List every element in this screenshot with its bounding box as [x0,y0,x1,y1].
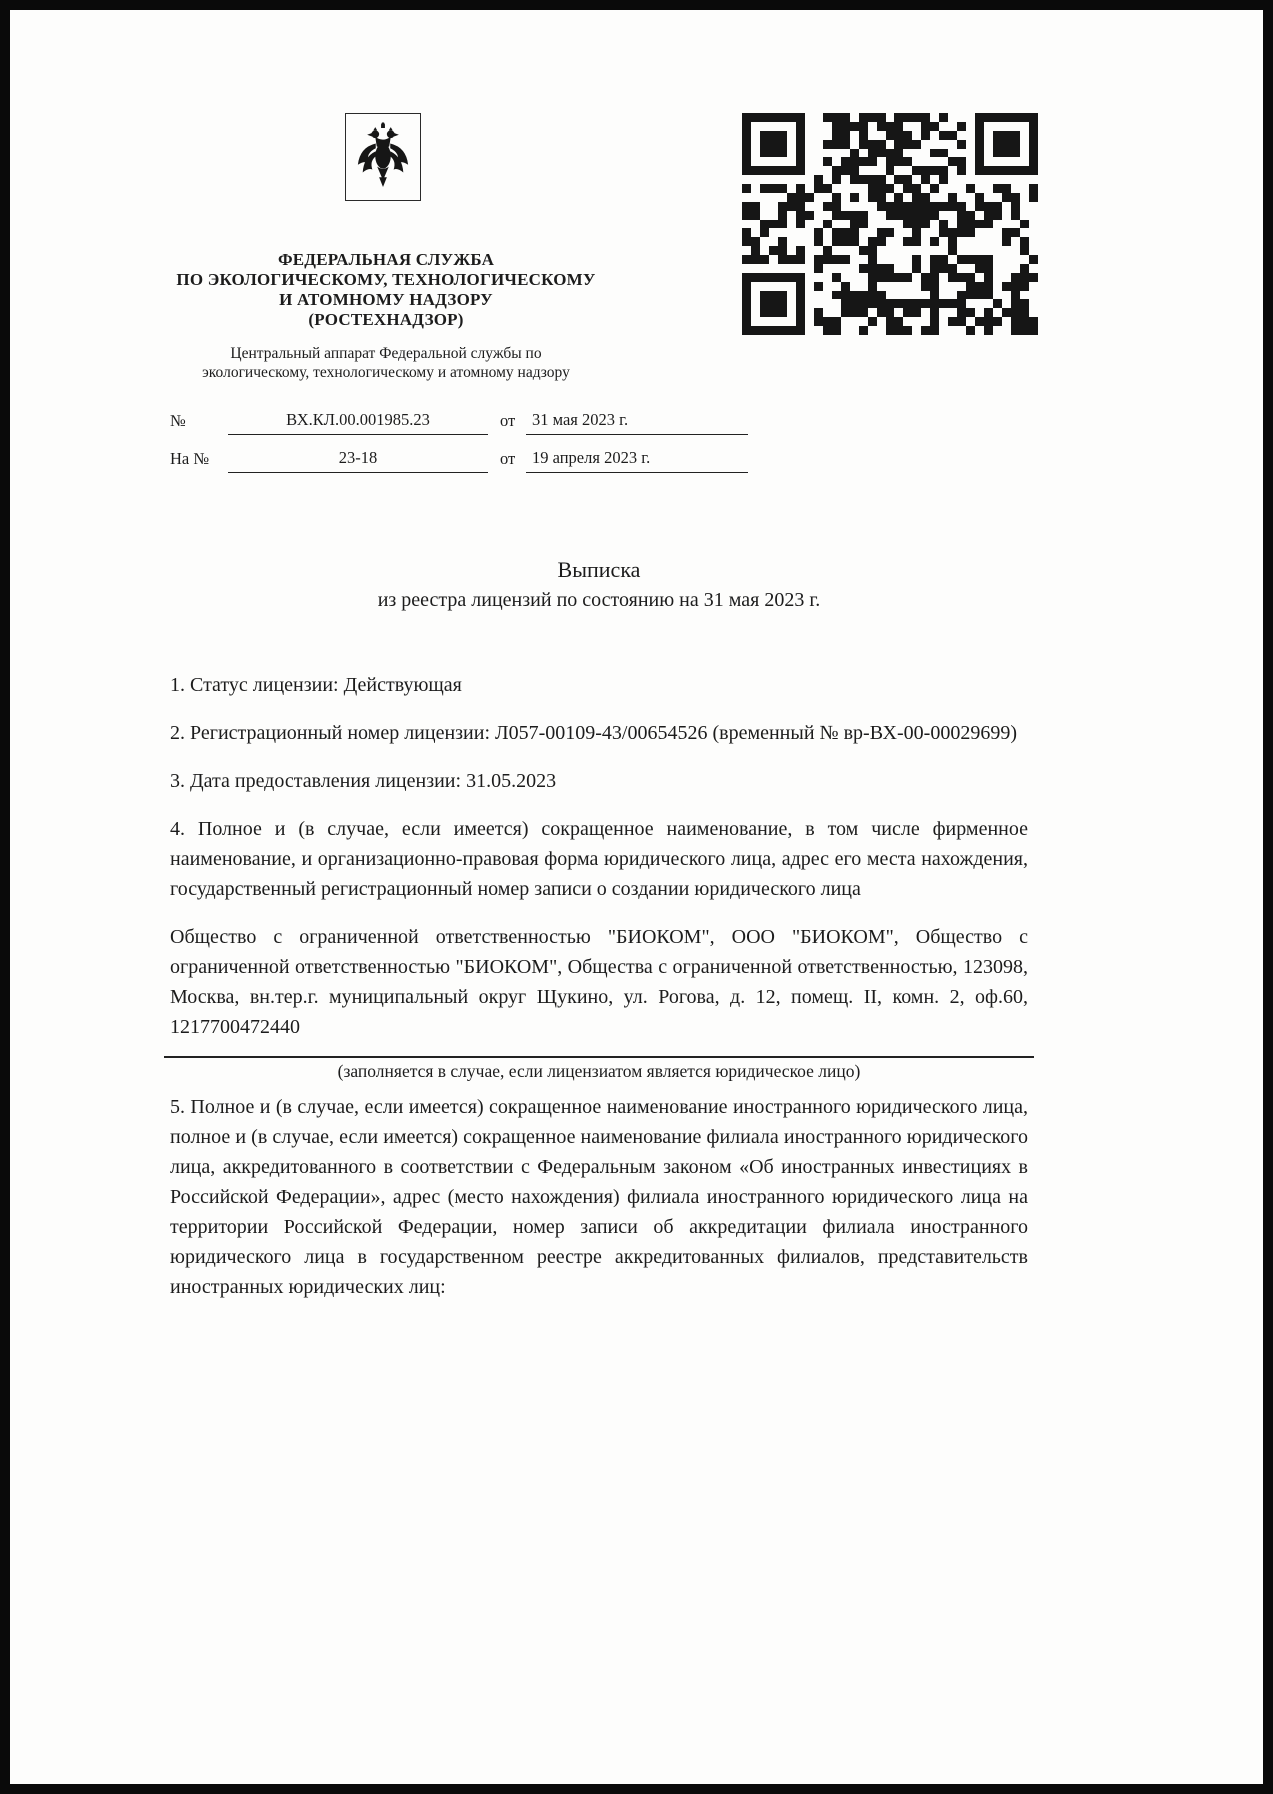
note-legal-entity: (заполняется в случае, если лицензиатом является юридическое лицо) [337,1061,861,1081]
qr-code [742,113,1038,335]
document-title: Выписка [557,557,641,582]
incoming-reference-row [170,448,748,473]
agency-name [66,250,706,330]
double-headed-eagle-icon [354,122,412,192]
ref-date-value: 31 мая 2023 г. [526,410,748,435]
paragraph-legal-entity-heading: 4. Полное и (в случае, если имеется) сокращенное наименование, в том числе фирменное наименование, и организационно-правовая форма юридического лица, адрес его места нахождения, государственный регистрационный номер записи о создании юридического лица [170,818,1028,900]
agency-line: ПО ЭКОЛОГИЧЕСКОМУ, ТЕХНОЛОГИЧЕСКОМУ [176,270,596,289]
ref-number-label: № [170,411,186,430]
ref-date-label: от [500,411,516,430]
note-divider [164,1056,1034,1058]
paragraph-license-status: 1. Статус лицензии: Действующая [170,674,462,696]
ref-number-value: ВХ.КЛ.00.001985.23 [228,410,488,435]
agency-line: (РОСТЕХНАДЗОР) [308,310,464,329]
department-name [66,344,706,382]
department-line: Центральный аппарат Федеральной службы по [230,345,542,362]
department-line: экологическому, технологическому и атомному надзору [202,364,570,381]
incoming-ref-value: 23-18 [228,448,488,473]
paragraph-foreign-entity: 5. Полное и (в случае, если имеется) сокращенное наименование иностранного юридического лица, полное и (в случае, если имеется) сокращенное наименование филиала иностранного юридического лица, аккредитованного в соответствии с Федеральным законом «Об иностранных инвестициях в Российской Федерации», адрес (место нахождения) филиала иностранного юридического лица на территории Российской Федерации, номер записи об аккредитации филиала иностранного юридического лица в государственном реестре аккредитованных филиалов, представительств иностранных юридических лиц: [170,1096,1028,1298]
paragraph-license-date: 3. Дата предоставления лицензии: 31.05.2023 [170,770,557,792]
paragraph-registration-number: 2. Регистрационный номер лицензии: Л057-00109-43/00654526 (временный № вр-ВХ-00-00029699) [170,722,1017,744]
paragraph-legal-entity-value: Общество с ограниченной ответственностью "БИОКОМ", ООО "БИОКОМ", Общество с ограниченной ответственностью "БИОКОМ", Общества с ограниченной ответственностью, 123098, Москва, вн.тер.г. муниципальный округ Щукино, ул. Рогова, д. 12, помещ. II, комн. 2, оф.60, 1217700472440 [170,926,1028,1038]
coat-of-arms-emblem [345,113,421,201]
incoming-ref-date-label: от [500,449,516,468]
document-page [10,10,1263,1784]
document-subtitle: из реестра лицензий по состоянию на 31 мая 2023 г. [377,589,821,611]
incoming-ref-label: На № [170,449,210,468]
document-body [170,555,1028,1320]
outgoing-reference-row [170,410,748,435]
agency-line: И АТОМНОМУ НАДЗОРУ [279,290,493,309]
incoming-ref-date-value: 19 апреля 2023 г. [526,448,748,473]
agency-line: ФЕДЕРАЛЬНАЯ СЛУЖБА [277,250,495,269]
